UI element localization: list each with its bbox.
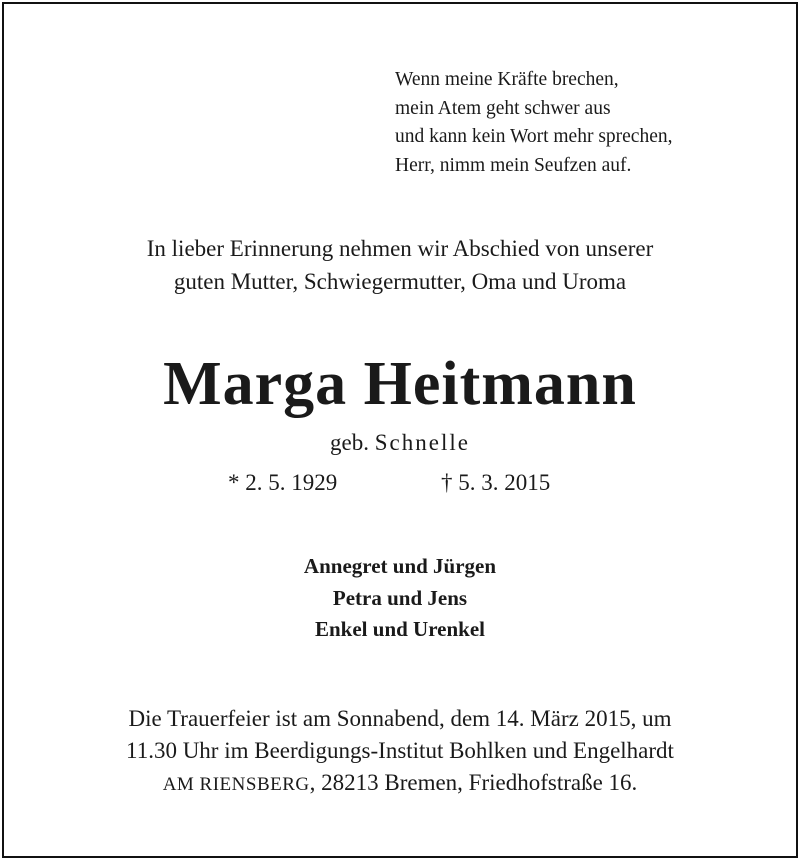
poem-line: Herr, nimm mein Seufzen auf. — [395, 154, 632, 176]
maiden-prefix: geb. — [330, 430, 369, 455]
family-line: Petra und Jens — [332, 585, 468, 610]
service-line: Die Trauerfeier ist am Sonnabend, dem 14. März 2015, um — [128, 706, 672, 731]
service-address: , 28213 Bremen, Friedhofstraße 16. — [309, 770, 638, 795]
maiden-name-line — [0, 428, 800, 458]
intro-line: guten Mutter, Schwiegermutter, Oma und Uroma — [173, 269, 627, 294]
poem-line: mein Atem geht schwer aus — [395, 97, 611, 119]
poem-line: und kann kein Wort mehr sprechen, — [395, 126, 673, 147]
family-line: Annegret und Jürgen — [303, 554, 497, 578]
poem-line: Wenn meine Kräfte brechen, — [395, 69, 619, 90]
family-signatures — [0, 551, 800, 646]
intro-text — [0, 232, 800, 298]
service-line — [0, 767, 800, 801]
deceased-name: Marga Heitmann — [163, 350, 637, 418]
funeral-service-info — [0, 703, 800, 801]
poem-verse — [395, 66, 673, 180]
intro-line: In lieber Erinnerung nehmen wir Abschied von unserer — [146, 236, 654, 261]
death-date: † 5. 3. 2015 — [441, 470, 551, 495]
cemetery-name: AM RIENSBERG — [162, 774, 310, 795]
family-line: Enkel und Urenkel — [315, 617, 485, 641]
birth-date: * 2. 5. 1929 — [228, 470, 338, 495]
service-line: 11.30 Uhr im Beerdigungs-Institut Bohlken und Engelhardt — [126, 738, 674, 763]
maiden-name: Schnelle — [374, 430, 470, 455]
